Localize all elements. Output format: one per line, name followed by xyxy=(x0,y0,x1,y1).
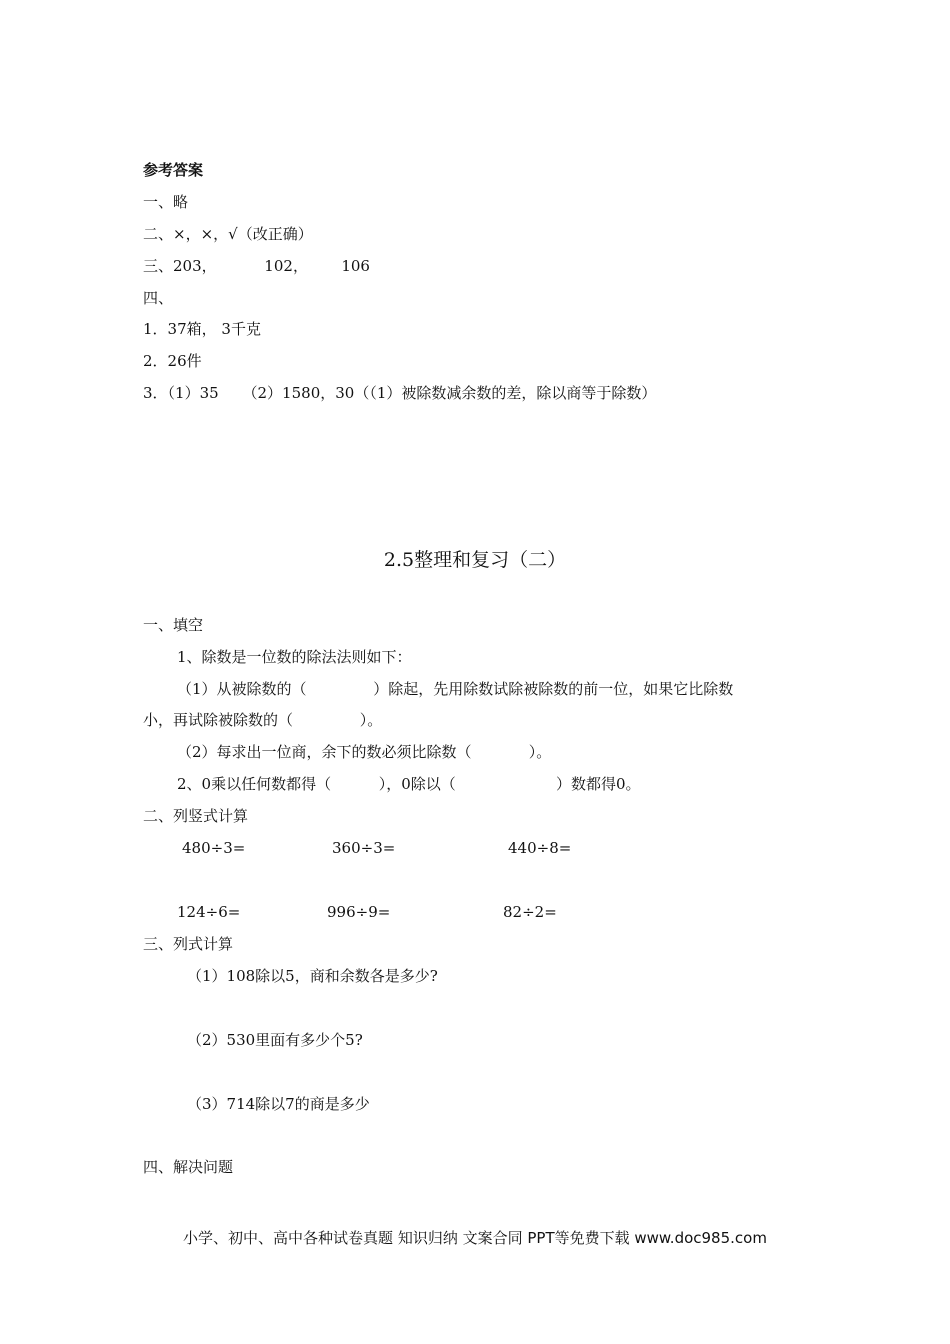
question-text: 小，再试除被除数的（ ）。 xyxy=(143,711,383,729)
section-heading-formula-calc: 三、列式计算 xyxy=(143,935,234,953)
formula-question: （2）530里面有多少个5? xyxy=(187,1031,363,1049)
calc-item: 480÷3= xyxy=(182,839,246,857)
answer-line: 二、×，×，√（改正确） xyxy=(143,225,313,243)
question-text: 2、0乘以任何数都得（ ），0除以（ ）数都得0。 xyxy=(177,775,641,793)
calc-item: 82÷2= xyxy=(503,903,557,921)
calc-item: 440÷8= xyxy=(508,839,572,857)
formula-question: （1）108除以5，商和余数各是多少? xyxy=(187,967,438,985)
answer-line: 一、略 xyxy=(143,193,189,211)
page-title: 2.5整理和复习（二） xyxy=(383,549,567,571)
section-heading-fill-blank: 一、填空 xyxy=(143,616,204,634)
question-text: 1、除数是一位数的除法法则如下： xyxy=(177,648,412,666)
answer-line: 2．26件 xyxy=(143,352,202,370)
calc-item: 360÷3= xyxy=(332,839,396,857)
answer-line: 3．（1）35 （2）1580，30（（1）被除数减余数的差，除以商等于除数） xyxy=(143,384,657,402)
section-heading-problems: 四、解决问题 xyxy=(143,1158,234,1176)
question-text: （1）从被除数的（ ）除起，先用除数试除被除数的前一位，如果它比除数 xyxy=(177,680,734,698)
section-heading-vertical-calc: 二、列竖式计算 xyxy=(143,807,249,825)
calc-item: 124÷6= xyxy=(177,903,241,921)
answer-line: 1．37箱， 3千克 xyxy=(143,320,261,338)
answer-line: 四、 xyxy=(143,289,174,307)
question-text: （2）每求出一位商，余下的数必须比除数（ ）。 xyxy=(177,743,552,761)
answers-heading: 参考答案 xyxy=(143,161,204,179)
calc-item: 996÷9= xyxy=(327,903,391,921)
footer-banner: 小学、初中、高中各种试卷真题 知识归纳 文案合同 PPT等免费下载 www.doc985.com xyxy=(183,1229,767,1247)
answer-line: 三、203， 102， 106 xyxy=(143,257,370,275)
formula-question: （3）714除以7的商是多少 xyxy=(187,1095,370,1113)
